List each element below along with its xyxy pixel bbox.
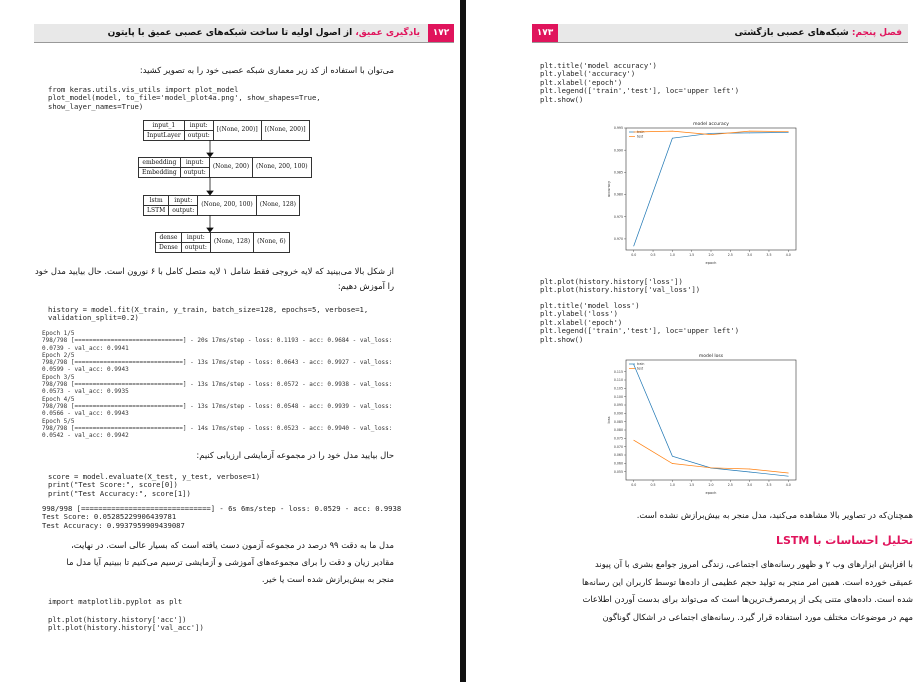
data-point-test [672, 131, 673, 132]
log-line: 798/798 [==============================] - 14s 17ms/step - loss: 0.0523 - acc: 0.9940 - val_loss: [42, 424, 393, 432]
log-line: 0.0739 - val_acc: 0.9941 [42, 344, 129, 352]
code-line: plot_model(model, to_file='model_plot4a.png', show_shapes=True, [48, 93, 321, 103]
x-tick-label: 0.0 [631, 253, 637, 257]
code-loss-labels [540, 302, 739, 344]
input-shape: (None, 128) [213, 238, 251, 245]
layer-name: lstm [144, 196, 168, 206]
x-tick-label: 3.0 [747, 253, 753, 257]
paragraph-result [24, 537, 394, 588]
code-line: print("Test Accuracy:", score[1]) [48, 488, 191, 498]
code-line: plt.show() [540, 94, 584, 104]
input-shape: [(None, 200)] [216, 126, 258, 133]
output-line: 998/998 [==============================] - 6s 6ms/step - loss: 0.0529 - acc: 0.9938 [42, 504, 402, 513]
y-tick-label: 0.080 [613, 428, 623, 433]
log-line: 0.0599 - val_acc: 0.9943 [42, 366, 129, 374]
paragraph-line: مدل ما به دقت ۹۹ درصد در مجموعه آزمون دست یافته است که بسیار عالی است. در نهایت، [71, 540, 394, 550]
x-tick-label: 2.0 [708, 253, 714, 257]
input-label: input: [181, 158, 209, 168]
plot-frame [626, 128, 796, 250]
log-line: Epoch 2/5 [42, 351, 75, 359]
code-line: plt.xlabel('epoch') [540, 317, 623, 327]
paragraph-overfit: همچنان‌که در تصاویر بالا مشاهده می‌کنید، مدل منجر به بیش‌برازش نشده است. [636, 510, 913, 520]
layer-type: LSTM [147, 207, 166, 214]
y-axis-label: loss [607, 416, 611, 424]
y-tick-label: 0.060 [613, 461, 623, 466]
data-point-test [633, 440, 634, 441]
paragraph-line: منجر به بیش‌برازش شده است یا خیر. [261, 574, 394, 584]
code-line: validation_split=0.2) [48, 313, 139, 323]
y-tick-label: 0.990 [613, 148, 623, 153]
y-tick-label: 0.975 [613, 214, 623, 219]
data-point-train [711, 133, 712, 134]
data-point-train [633, 246, 634, 247]
data-point-train [672, 456, 673, 457]
arrow-head [207, 228, 213, 232]
layer-type: Embedding [142, 169, 177, 176]
output-label: output: [183, 169, 206, 176]
x-axis-label: epoch [705, 261, 717, 265]
chart-title: model loss [698, 354, 724, 359]
data-point-test [788, 131, 789, 132]
log-line: 798/798 [==============================] - 20s 17ms/step - loss: 0.1193 - acc: 0.9684 - val_loss: [42, 337, 393, 345]
code-line: from keras.utils.vis_utils import plot_model [48, 85, 239, 94]
data-point-train [749, 133, 750, 134]
y-tick-label: 0.085 [613, 419, 623, 424]
layer-name: dense [156, 233, 181, 243]
paragraph-output-layer: از شکل بالا می‌بینید که لایه خروجی فقط شامل ۱ لایه متصل کامل با ۶ نورون است. حال بیایید مدل خود را آموزش دهیم: [35, 266, 394, 291]
code-acc-labels [540, 62, 739, 104]
layer-type: InputLayer [147, 132, 181, 139]
running-header [734, 24, 902, 42]
data-point-train [672, 138, 673, 139]
plot-frame [626, 360, 796, 480]
x-tick-label: 3.5 [766, 253, 772, 257]
code-line: show_layer_names=True) [48, 101, 144, 111]
code-fit [48, 306, 368, 323]
data-point-test [749, 469, 750, 470]
code-line: plt.xlabel('epoch') [540, 77, 623, 87]
log-line: 798/798 [==============================] - 13s 17ms/step - loss: 0.0548 - acc: 0.9939 - val_loss: [42, 402, 393, 410]
layer-type: Dense [159, 244, 178, 251]
header-accent: فصل پنجم: [851, 28, 902, 38]
y-tick-label: 0.075 [613, 436, 623, 441]
y-tick-label: 0.985 [613, 170, 623, 175]
code-line: plt.ylabel('accuracy') [540, 69, 636, 79]
code-line: plt.plot(history.history['acc']) [48, 615, 187, 624]
y-axis-label: accuracy [607, 180, 611, 198]
y-tick-label: 0.980 [613, 192, 623, 197]
header-accent: یادگیری عمیق، [355, 28, 420, 38]
data-point-test [672, 463, 673, 464]
eval-output [42, 505, 401, 530]
data-point-train [788, 476, 789, 477]
paragraph-evaluate: حال بیایید مدل خود را در مجموعه آزمایشی ارزیابی کنیم: [196, 450, 394, 460]
section-paragraph [503, 556, 913, 626]
y-tick-label: 0.105 [613, 386, 623, 391]
log-line: Epoch 1/5 [42, 330, 75, 337]
code-line: score = model.evaluate(X_test, y_test, verbose=1) [48, 472, 261, 481]
layer-name: input_1 [144, 121, 184, 131]
right-page-header [532, 24, 908, 43]
header-title: از اصول اولیه تا ساخت شبکه‌های عصبی عمیق با پایتون [107, 28, 356, 38]
left-page [0, 0, 460, 682]
input-shape: (None, 200, 100) [201, 201, 253, 208]
arrow-head [207, 153, 213, 157]
y-tick-label: 0.095 [613, 403, 623, 408]
x-tick-label: 4.0 [785, 483, 791, 487]
data-point-test [788, 473, 789, 474]
log-line: 798/798 [==============================] - 13s 17ms/step - loss: 0.0643 - acc: 0.9927 - val_loss: [42, 359, 393, 367]
x-tick-label: 1.5 [689, 253, 695, 257]
x-tick-label: 0.5 [650, 483, 656, 487]
log-line: 0.0566 - val_acc: 0.9943 [42, 410, 129, 418]
x-tick-label: 0.5 [650, 253, 656, 257]
layer-name: embedding [139, 158, 180, 168]
log-line: Epoch 3/5 [42, 373, 75, 381]
x-tick-label: 2.0 [708, 483, 714, 487]
input-label: input: [169, 196, 197, 206]
code-line: history = model.fit(X_train, y_train, batch_size=128, epochs=5, verbose=1, [48, 305, 369, 314]
code-import-plt: import matplotlib.pyplot as plt [48, 597, 183, 606]
log-line: 0.0542 - val_acc: 0.9942 [42, 432, 129, 440]
x-tick-label: 1.0 [669, 253, 675, 257]
x-tick-label: 1.5 [689, 483, 695, 487]
output-shape: (None, 6) [257, 238, 286, 245]
y-tick-label: 0.115 [613, 369, 623, 374]
x-tick-label: 0.0 [631, 483, 637, 487]
y-tick-label: 0.090 [613, 411, 623, 416]
input-label: input: [185, 121, 213, 131]
log-line: 0.0573 - val_acc: 0.9935 [42, 388, 129, 396]
code-line: plt.ylabel('loss') [540, 309, 618, 319]
data-point-train [749, 472, 750, 473]
code-line: plt.legend(['train','test'], loc='upper left') [540, 326, 740, 336]
code-line: plt.title('model accuracy') [540, 61, 657, 70]
code-line: plt.show() [540, 334, 584, 344]
x-tick-label: 4.0 [785, 253, 791, 257]
y-tick-label: 0.995 [613, 126, 623, 131]
intro-paragraph: می‌توان با استفاده از کد زیر معماری شبکه عصبی خود را به تصویر کشید: [139, 65, 394, 75]
x-tick-label: 2.5 [727, 483, 733, 487]
output-label: output: [172, 207, 195, 214]
page-number: ۱۷۳ [532, 24, 558, 42]
loss-chart [604, 350, 804, 498]
log-line: Epoch 5/5 [42, 417, 75, 425]
output-shape: [(None, 200)] [264, 126, 306, 133]
log-line: 798/798 [==============================] - 13s 17ms/step - loss: 0.0572 - acc: 0.9938 - val_loss: [42, 381, 393, 389]
output-shape: (None, 128) [259, 201, 297, 208]
x-tick-label: 3.0 [747, 483, 753, 487]
legend-label: test [637, 134, 644, 139]
code-loss-plot [540, 278, 700, 295]
input-label: input: [182, 233, 210, 243]
x-axis-label: epoch [705, 491, 717, 495]
output-label: output: [187, 132, 210, 139]
y-tick-label: 0.100 [613, 394, 623, 399]
y-tick-label: 0.055 [613, 469, 623, 474]
legend-label: train [637, 130, 645, 135]
output-shape: (None, 200, 100) [256, 163, 308, 170]
output-line: Test Accuracy: 0.9937959909439087 [42, 520, 185, 530]
data-point-test [749, 131, 750, 132]
arrow-head [207, 191, 213, 195]
y-tick-label: 0.070 [613, 444, 623, 449]
paragraph-line: مقادیر زیان و دقت را برای مجموعه‌های آموزشی و آزمایشی ترسیم می‌کنیم تا ببینیم آیا مدل ما [66, 557, 394, 567]
legend-label: test [637, 366, 644, 371]
legend-label: train [637, 362, 645, 367]
output-label: output: [184, 244, 207, 251]
y-tick-label: 0.970 [613, 237, 623, 242]
chart-title: model accuracy [693, 122, 729, 127]
data-point-train [788, 132, 789, 133]
y-tick-label: 0.110 [613, 378, 623, 383]
log-line: Epoch 4/5 [42, 395, 75, 403]
code-plot-acc [48, 616, 204, 633]
y-tick-label: 0.065 [613, 453, 623, 458]
x-tick-label: 1.0 [669, 483, 675, 487]
training-log [42, 330, 392, 439]
data-point-test [711, 134, 712, 135]
paragraph-line: با افزایش ابزارهای وب ۲ و ظهور رسانه‌های اجتماعی، زندگی امروز جوامع بشری با آن پیوند [595, 559, 913, 569]
right-page [466, 0, 921, 682]
code-line: plt.plot(history.history['loss']) [540, 277, 683, 286]
code-line: plt.plot(history.history['val_acc']) [48, 623, 204, 633]
x-tick-label: 3.5 [766, 483, 772, 487]
output-line: Test Score: 0.05285229906439781 [42, 512, 177, 522]
paragraph-line: عمیقی خورده است. همین امر منجر به تولید حجم عظیمی از داده‌ها توسط کاربران این رسانه‌ها [582, 576, 913, 587]
section-title: تحلیل احساسات با LSTM [775, 534, 913, 547]
paragraph-line: شده است. داده‌های متنی یکی از پرمصرف‌ترین‌ها است که می‌تواند برای بدست آوردن اطلاعات [582, 594, 913, 604]
data-point-test [633, 132, 634, 133]
x-tick-label: 2.5 [727, 253, 733, 257]
code-line: plt.title('model loss') [540, 301, 640, 310]
header-title: شبکه‌های عصبی بازگشتی [734, 28, 852, 38]
code-line: plt.legend(['train','test'], loc='upper left') [540, 86, 740, 96]
code-evaluate [48, 473, 260, 498]
code-line: plt.plot(history.history['val_loss']) [540, 285, 701, 295]
input-shape: (None, 200) [212, 163, 250, 170]
code-line: print("Test Score:", score[0]) [48, 480, 178, 490]
accuracy-chart [604, 118, 804, 268]
page-number: ۱۷۲ [428, 24, 454, 42]
data-point-test [711, 467, 712, 468]
paragraph-line: مهم در موضوعات مختلف مورد استفاده قرار گیرد. رسانه‌های اجتماعی در اشکال گوناگون [602, 611, 913, 622]
